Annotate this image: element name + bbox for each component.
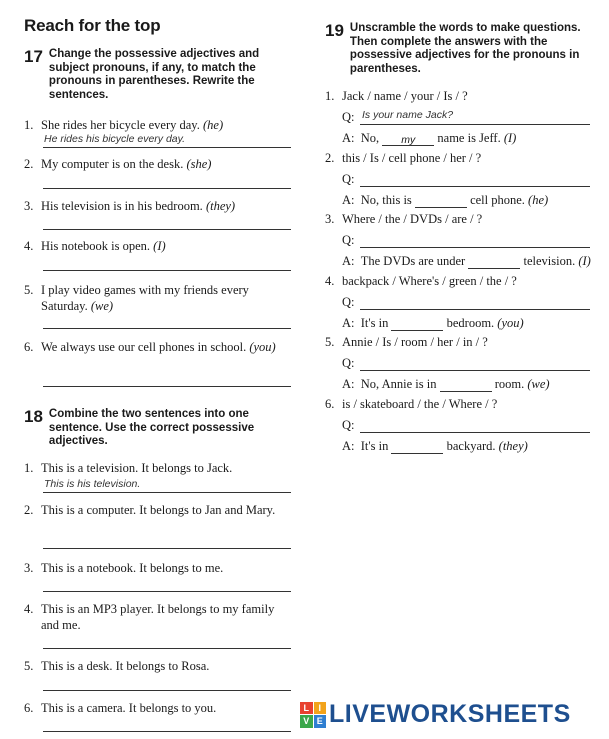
item-number: 2.	[24, 157, 34, 171]
exercise-18-item	[24, 502, 286, 518]
question-row	[342, 171, 355, 187]
item-number: 6.	[24, 701, 34, 715]
scrambled-words: Where / the / DVDs / are / ?	[342, 212, 483, 226]
possessive-blank[interactable]	[382, 131, 434, 146]
item-sentence: This is a computer. It belongs to Jan and Mary.	[41, 503, 276, 517]
item-number: 1.	[325, 89, 335, 103]
answer-suffix: cell phone.	[470, 192, 525, 207]
answer-label: A:	[342, 254, 355, 268]
exercise-18-item	[24, 601, 286, 633]
sentence-text: We always use our cell phones in school.	[41, 340, 247, 354]
sentence-text: My computer is on the desk.	[41, 157, 184, 171]
item-number: 5.	[24, 659, 34, 673]
answer-line[interactable]	[43, 548, 291, 549]
sentence-text: She rides her bicycle every day.	[41, 118, 200, 132]
section-19-instruction: Unscramble the words to make questions. Then complete the answers with the possessive adjectives for the pronouns in parentheses.	[349, 22, 581, 75]
pronoun-hint: (we)	[90, 299, 114, 313]
answer-line[interactable]	[43, 229, 291, 230]
question-label: Q:	[342, 233, 355, 247]
answer-row	[342, 438, 528, 454]
question-answer-line[interactable]	[360, 124, 590, 125]
item-sentence: This is a notebook. It belongs to me.	[41, 561, 224, 575]
item-sentence: This is an MP3 player. It belongs to my family and me.	[41, 602, 275, 632]
question-label: Q:	[342, 294, 355, 309]
answer-prefix: It's in	[360, 315, 389, 330]
possessive-blank[interactable]	[440, 377, 492, 392]
pronoun-hint: (we)	[527, 377, 550, 391]
pronoun-hint: (she)	[186, 157, 212, 171]
item-sentence	[41, 282, 286, 314]
item-sentence	[41, 238, 166, 254]
answer-line[interactable]	[43, 591, 291, 592]
item-number: 6.	[24, 340, 34, 354]
item-sentence	[41, 117, 223, 133]
answer-suffix: room.	[494, 377, 525, 391]
item-sentence: This is a camera. It belongs to you.	[41, 701, 217, 715]
item-sentence	[41, 198, 235, 214]
answer-line[interactable]	[43, 492, 291, 493]
section-18-number: 18	[24, 407, 43, 426]
section-17-header	[24, 48, 284, 102]
item-sentence	[41, 156, 211, 172]
sentence-text: I play video games with my friends every Saturday.	[41, 283, 249, 313]
item-number: 3.	[24, 199, 34, 213]
pronoun-hint: (he)	[202, 118, 224, 132]
section-18-header	[24, 408, 284, 449]
scrambled-words: is / skateboard / the / Where / ?	[342, 396, 498, 411]
item-number: 1.	[24, 461, 34, 475]
sample-answer: This is his television.	[44, 478, 141, 490]
possessive-blank[interactable]	[391, 316, 443, 331]
exercise-18-item	[24, 460, 286, 476]
scrambled-words: Annie / Is / room / her / in / ?	[342, 335, 488, 349]
pronoun-hint: (I)	[578, 254, 591, 268]
exercise-19-item	[325, 88, 593, 104]
exercise-18-item	[24, 560, 286, 576]
item-number: 2.	[325, 150, 335, 165]
answer-prefix: The DVDs are under	[360, 254, 466, 268]
answer-prefix: It's in	[360, 438, 389, 453]
question-row	[342, 109, 355, 125]
answer-line[interactable]	[43, 731, 291, 732]
section-17-number: 17	[24, 47, 43, 66]
question-answer-line[interactable]	[360, 432, 590, 433]
question-row	[342, 294, 355, 310]
question-label: Q:	[342, 417, 355, 432]
logo-mark-icon	[300, 702, 326, 728]
logo-letter: E	[314, 715, 327, 728]
answer-prefix: No, this is	[360, 192, 412, 207]
answer-line[interactable]	[43, 188, 291, 189]
item-number: 6.	[325, 396, 335, 411]
item-number: 1.	[24, 118, 34, 132]
exercise-19-item	[325, 150, 593, 166]
answer-line[interactable]	[43, 270, 291, 271]
question-label: Q:	[342, 356, 355, 370]
item-number: 3.	[325, 212, 335, 226]
exercise-18-item	[24, 658, 286, 674]
exercise-17-item	[24, 156, 286, 172]
answer-suffix: bedroom.	[446, 315, 495, 330]
answer-line[interactable]	[43, 328, 291, 329]
logo-letter: V	[300, 715, 313, 728]
pronoun-hint: (he)	[528, 192, 549, 207]
item-number: 2.	[24, 503, 34, 517]
logo-letter: I	[314, 702, 327, 715]
scrambled-words: Jack / name / your / Is / ?	[342, 89, 468, 103]
question-answer-line[interactable]	[360, 370, 590, 371]
page-title: Reach for the top	[24, 16, 161, 35]
exercise-17-item	[24, 198, 286, 214]
item-number: 5.	[325, 335, 335, 349]
answer-label: A:	[342, 377, 355, 391]
answer-prefix: No,	[360, 131, 380, 145]
item-sentence	[41, 339, 276, 355]
answer-line[interactable]	[43, 147, 291, 148]
exercise-19-item	[325, 211, 593, 227]
exercise-17-item	[24, 238, 286, 254]
exercise-17-item	[24, 117, 286, 133]
section-19-header	[325, 22, 593, 76]
pronoun-hint: (they)	[205, 199, 236, 213]
pronoun-hint: (they)	[498, 438, 528, 453]
pronoun-hint: (I)	[153, 239, 166, 253]
answer-label: A:	[342, 192, 355, 207]
answer-prefix: No, Annie is in	[360, 377, 437, 391]
answer-row	[342, 376, 550, 392]
question-answer-line[interactable]	[360, 186, 590, 187]
sample-possessive: my	[401, 134, 416, 146]
possessive-blank[interactable]	[415, 193, 467, 208]
answer-suffix: television.	[523, 254, 576, 268]
exercise-19-item	[325, 396, 593, 412]
question-answer-line[interactable]	[360, 247, 590, 248]
possessive-blank[interactable]	[391, 439, 443, 454]
answer-label: A:	[342, 438, 355, 453]
item-number: 4.	[325, 273, 335, 288]
answer-row	[342, 253, 591, 269]
question-label: Q:	[342, 171, 355, 186]
question-row	[342, 417, 355, 433]
item-number: 5.	[24, 283, 34, 297]
sample-question: Is your name Jack?	[362, 109, 454, 121]
section-18-instruction: Combine the two sentences into one sentence. Use the correct possessive adjectives.	[48, 408, 255, 447]
question-answer-line[interactable]	[360, 309, 590, 310]
answer-row	[342, 192, 548, 208]
section-17-instruction: Change the possessive adjectives and subject pronouns, if any, to match the pronouns in parentheses. Rewrite the sentences.	[48, 48, 260, 101]
answer-suffix: backyard.	[446, 438, 496, 453]
item-sentence: This is a television. It belongs to Jack.	[41, 461, 233, 475]
exercise-19-item	[325, 273, 593, 289]
exercise-18-item	[24, 700, 286, 716]
answer-line[interactable]	[43, 386, 291, 387]
exercise-19-item	[325, 334, 593, 350]
item-sentence: This is a desk. It belongs to Rosa.	[41, 659, 210, 673]
answer-label: A:	[342, 315, 355, 330]
pronoun-hint: (I)	[503, 131, 517, 145]
question-label: Q:	[342, 110, 355, 124]
question-row	[342, 355, 355, 371]
answer-line[interactable]	[43, 648, 291, 649]
logo-letter: L	[300, 702, 313, 715]
item-number: 4.	[24, 602, 34, 616]
answer-line[interactable]	[43, 690, 291, 691]
section-19-number: 19	[325, 21, 344, 40]
liveworksheets-logo	[300, 700, 571, 729]
question-row	[342, 232, 355, 248]
possessive-blank[interactable]	[468, 254, 520, 269]
answer-suffix: name is Jeff.	[437, 131, 501, 145]
item-number: 4.	[24, 239, 34, 253]
exercise-17-item	[24, 339, 286, 355]
item-number: 3.	[24, 561, 34, 575]
pronoun-hint: (you)	[497, 315, 524, 330]
logo-text: LIVEWORKSHEETS	[329, 700, 571, 728]
pronoun-hint: (you)	[249, 340, 276, 354]
answer-row	[342, 130, 516, 146]
sentence-text: His notebook is open.	[41, 239, 151, 253]
answer-row	[342, 315, 524, 331]
answer-label: A:	[342, 131, 355, 145]
scrambled-words: backpack / Where's / green / the / ?	[342, 273, 517, 288]
sentence-text: His television is in his bedroom.	[41, 199, 203, 213]
scrambled-words: this / Is / cell phone / her / ?	[342, 150, 482, 165]
exercise-17-item	[24, 282, 286, 314]
sample-answer: He rides his bicycle every day.	[44, 133, 186, 145]
